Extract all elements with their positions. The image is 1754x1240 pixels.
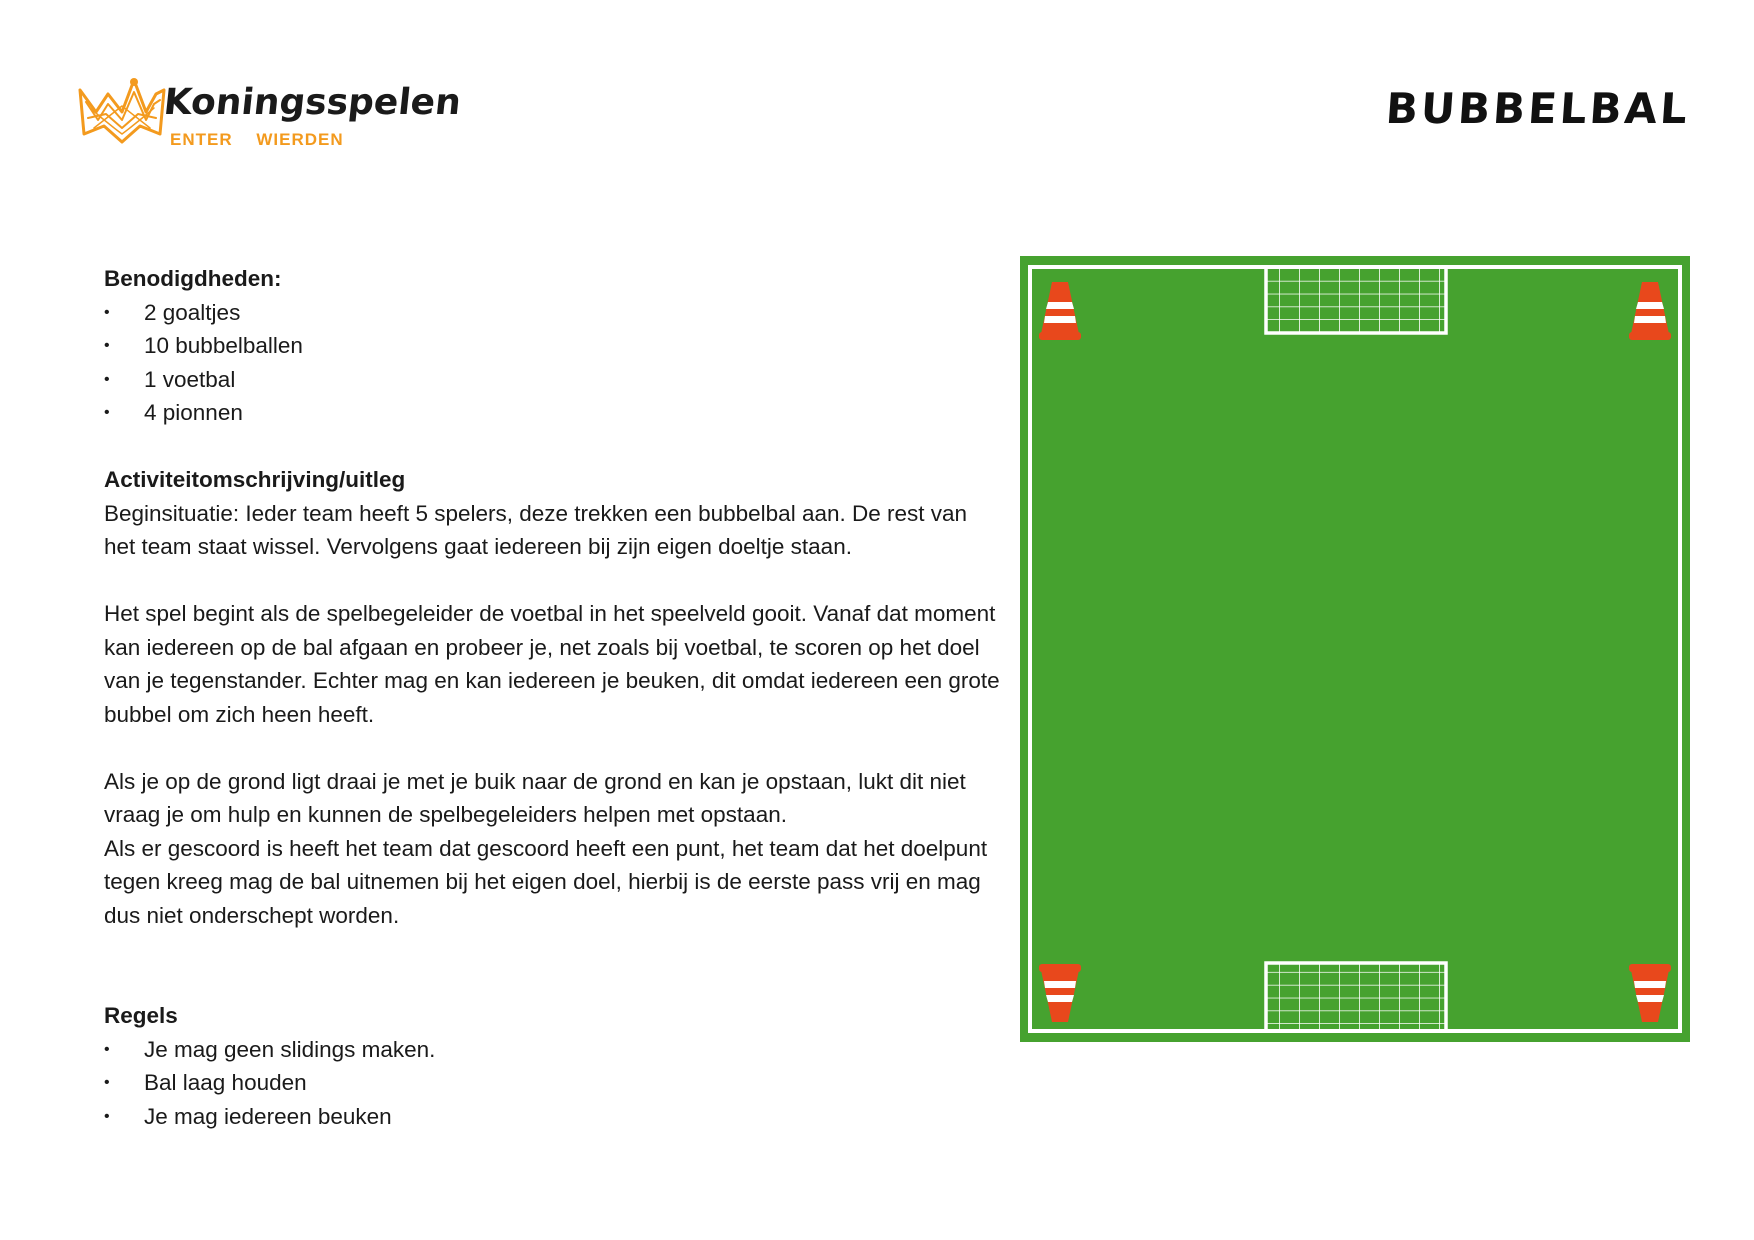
materials-item: • 1 voetbal	[104, 363, 1004, 397]
logo-location-wierden: WIERDEN	[256, 130, 344, 149]
rules-item: • Je mag iedereen beuken	[104, 1100, 1004, 1134]
activity-paragraph: Als er gescoord is heeft het team dat gescoord heeft een punt, het team dat het doelpunt tegen kreeg mag de bal uitnemen bij het eigen doel, hierbij is de eerste pass vrij en mag dus niet onderschept worden.	[104, 835, 988, 928]
activity-paragraph: Als je op de grond ligt draai je met je buik naar de grond en kan je opstaan, lukt dit niet vraag je om hulp en kunnen de spelbegeleiders helpen met opstaan.	[104, 768, 966, 827]
rules-item: • Bal laag houden	[104, 1066, 1004, 1100]
rules-item: • Je mag geen slidings maken.	[104, 1033, 1004, 1067]
activity-heading: Activiteitomschrijving/uitleg	[104, 467, 406, 492]
rules-heading: Regels	[104, 1003, 178, 1028]
goal-bottom	[1266, 963, 1446, 1031]
materials-item: • 2 goaltjes	[104, 296, 1004, 330]
materials-list	[104, 296, 1004, 430]
logo-wordmark: Koningsspelen	[161, 82, 463, 123]
activity-description	[104, 262, 1004, 1133]
activity-paragraph: Het spel begint als de spelbegeleider de voetbal in het speelveld gooit. Vanaf dat moment kan iedereen op de bal afgaan en probeer je, net zoals bij voetbal, te scoren op het doel van je tegenstander. Echter mag en kan iedereen je beuken, dit omdat iedereen een grote bubbel om zich heen heeft.	[104, 601, 1000, 727]
materials-item: • 4 pionnen	[104, 396, 1004, 430]
goal-top	[1266, 267, 1446, 333]
activity-paragraph: Beginsituatie: Ieder team heeft 5 spelers, deze trekken een bubbelbal aan. De rest van het team staat wissel. Vervolgens gaat iedereen bij zijn eigen doeltje staan.	[104, 500, 968, 559]
field-grass	[1020, 256, 1690, 1042]
rules-list	[104, 1033, 1004, 1134]
playing-field-diagram	[1020, 256, 1690, 1042]
logo-location-enter: ENTER	[170, 130, 233, 149]
koningsspelen-logo	[76, 78, 463, 158]
page-title: BUBBELBAL	[1384, 84, 1692, 133]
materials-heading: Benodigdheden:	[104, 266, 282, 291]
crown-icon	[76, 78, 168, 150]
materials-item: • 10 bubbelballen	[104, 329, 1004, 363]
logo-locations	[170, 130, 344, 150]
